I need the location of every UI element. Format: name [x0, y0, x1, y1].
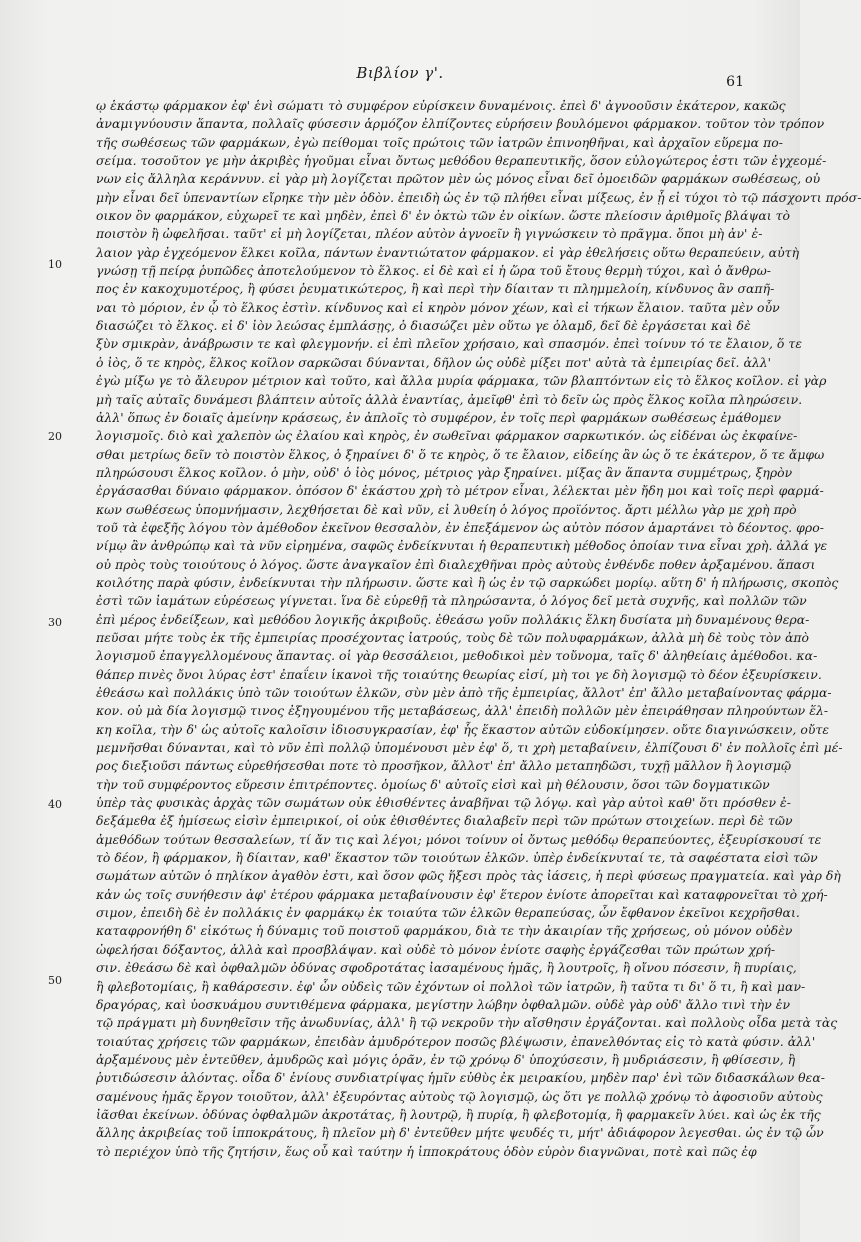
line-number: 30 — [48, 616, 62, 629]
text-line: ἐστὶ τῶν ἰαμάτων εὑρέσεως γίγνεται. ἵνα δὲ εὑρεθῇ τὰ πληρώσαντα, ὁ λόγος δεῖ μετὰ συχνῆς, καὶ πολλῶν τῶν — [96, 593, 807, 609]
text-line: θάπερ πινὲς ὄνοι λύρας ἐστ' ἐπαΐειν ἱκανοὶ τῆς τοιαύτης θεωρίας εἰσί, μὴ τοι γε δὴ λογισμῷ τὸ δέον ἐξευρίσκειν. — [96, 666, 822, 682]
text-line: κον. οὐ μὰ δία λογισμῷ τινος ἐξηγουμένου τῆς μεταβάσεως, ἀλλ' ἐπειδὴ πολλῶν μὲν ἐπειράθησαν πληρούντων ἕλ- — [96, 703, 829, 719]
text-line: οὐ πρὸς τοὺς τοιούτους ὁ λόγος. ὥστε ἀναγκαῖον ἐπὶ διαλεχθῆναι πρὸς αὐτοὺς ἐνθένδε ποθεν ἀρξαμένου. ἅπασι — [96, 556, 816, 572]
text-line: ἢ φλεβοτομίαις, ἢ καθάρσεσιν. ἐφ' ὧν οὐδεὶς τῶν ἐχόντων οἱ πολλοὶ τῶν ἰατρῶν, ἢ ταῦτα τι δι' ὅ τι, ἢ καὶ μαν- — [96, 978, 806, 994]
text-line: ξὺν σμικρὰν, ἀνάβρωσιν τε καὶ φλεγμονήν. εἰ ἐπὶ πλεῖον χρήσαιο, καὶ σπασμόν. ἐπεὶ τοίνυν τό τε ἔλαιον, ὅ τε — [96, 336, 803, 352]
running-head: Βιβλίον γ'. — [356, 64, 444, 82]
text-line: ἐγὼ μίξω γε τὸ ἄλευρον μέτριον καὶ τοῦτο, καὶ ἄλλα μυρία φάρμακα, τῶν βλαπτόντων εἰς τὸ ἕλκος κοῖλον. εἰ γὰρ — [96, 373, 827, 389]
text-line: ῳ ἑκάστῳ φάρμακον ἐφ' ἑνὶ σώματι τὸ συμφέρον εὑρίσκειν δυναμένοις. ἐπεὶ δ' ἀγνοοῦσιν ἑκάτερον, κακῶς — [96, 98, 786, 113]
text-line: νων εἰς ἄλληλα κεράννυν. εἰ γὰρ μὴ λογίζεται πρῶτον μὲν ὡς μόνος εἶναι δεῖ ὁμοειδῶν φαρμάκων σωθέσεως, οὐ — [96, 171, 821, 187]
text-line: τοῦ τὰ ἐφεξῆς λόγου τὸν ἀμέθοδον ἐκεῖνον θεσσαλὸν, ἐν ἐπεξάμενον ὡς αὐτὸν πόσον ἁμαρτάνει τὸ δέοντος. φρο- — [96, 519, 824, 535]
text-line: καταφρονήθη δ' εἰκότως ἡ δύναμις τοῦ ποιστοῦ φαρμάκου, διὰ τε τὴν ἀκαιρίαν τῆς χρήσεως, οὐ μόνον οὐδὲν — [96, 923, 793, 939]
text-line: ὠφελήσαι δόξαντος, ἀλλὰ καὶ προσβλάψαν. καὶ οὐδὲ τὸ μόνον ἐνίοτε σαφὴς ἐργάζεσθαι τῶν πρώτων χρή- — [96, 941, 776, 957]
text-line: σείμα. τοσοῦτον γε μὴν ἀκριβὲς ἡγοῦμαι εἶναι ὄντως μεθόδου θεραπευτικῆς, ὅσον εὐλογώτερος ἐστι τῶν ἐγχεομέ- — [96, 153, 827, 169]
text-line: ποιστὸν ἢ ὠφελῆσαι. ταῦτ' εἰ μὴ λογίζεται, πλέον αὐτὸν ἀγνοεῖν ἢ γιγνώσκειν τὸ πρᾶγμα. ὅποι μὴ ἀν' ἐ- — [96, 226, 763, 242]
line-number: 10 — [48, 258, 62, 271]
text-line: ἀρξαμένους μὲν ἐντεῦθεν, ἀμυδρῶς καὶ μόγις ὁρᾶν, ἐν τῷ χρόνῳ δ' ὑποχύσεσιν, ἢ μυδριάσεσιν, ἢ φθίσεσιν, ἢ — [96, 1051, 796, 1067]
text-line: ἀναμιγνύουσιν ἅπαντα, πολλαῖς φύσεσιν ἁρμόζον ἐλπίζοντες εὑρήσειν βουλόμενοι φάρμακον. τοῦτον τὸν τρόπον — [96, 116, 825, 132]
main-text-block — [96, 97, 861, 1161]
text-line: ἀλλ' ὅπως ἐν δοιαῖς ἀμείνην κράσεως, ἐν ἀπλοῖς τὸ συμφέρον, ἐν τοῖς περὶ φαρμάκων σωθέσεως ἐμάθομεν — [96, 409, 782, 425]
text-line: σθαι μετρίως δεῖν τὸ ποιστὸν ἕλκος, ὁ ξηραίνει δ' ὅ τε κηρὸς, ὅ τε ἔλαιον, εἰδείης ἂν ὡς ὅ τε ἑκάτερον, ὅ τε ἄμφω — [96, 446, 825, 462]
text-line: ἀμεθόδων τούτων θεσσαλείων, τί ἄν τις καὶ λέγοι; μόνοι τοίνυν οἱ ὄντως μεθόδῳ θεραπεύοντες, ἐξευρίσκουσί τε — [96, 831, 822, 847]
text-line: ὁ ἰὸς, ὅ τε κηρὸς, ἕλκος κοῖλον σαρκῶσαι δύνανται, δῆλον ὡς οὐδὲ μίξει ποτ' αὐτὰ τὰ ἐμπειρίας δεῖ. ἀλλ' — [96, 354, 772, 370]
line-number: 40 — [48, 798, 62, 811]
text-line: ῥυτιδώσεσιν ἁλόντας. οἶδα δ' ἐνίους συνδιατρίψας ἡμῖν εὐθὺς ἐκ μειρακίου, μηδὲν παρ' ἑνὶ τῶν διδασκάλων θεα- — [96, 1070, 826, 1086]
text-line: σωμάτων αὐτῶν ὁ πηλίκον ἀγαθὸν ἐστι, καὶ ὅσον φῶς ἥξεσι πρὸς τὰς ἰάσεις, ἡ περὶ φύσεως πραγματεία. καὶ γὰρ δὴ — [96, 868, 841, 884]
text-line: κἀν ὡς τοῖς συνήθεσιν ἀφ' ἑτέρου φάρμακα μεταβαίνουσιν ἐφ' ἕτερον ἐνίοτε ἀπορεῖται καὶ καταφρονεῖται τὸ χρή- — [96, 886, 828, 902]
text-line: λαιον γὰρ ἐγχεόμενον ἕλκει κοῖλα, πάντων ἐναντιώτατον φάρμακον. εἰ γὰρ ἐθελήσεις οὕτω θεραπεύειν, αὐτὴ — [96, 244, 800, 260]
text-line: λογισμοῖς. διὸ καὶ χαλεπὸν ὡς ἐλαίου καὶ κηρὸς, ἐν σωθεῖναι φάρμακον σαρκωτικόν. ὡς εἰδέναι ὡς ἐκφαίνε- — [96, 428, 798, 444]
text-line: ὑπὲρ τὰς φυσικὰς ἀρχὰς τῶν σωμάτων οὐκ ἐθισθέντες ἀναβῆναι τῷ λόγῳ. καὶ γὰρ αὐτοὶ καθ' ὅτι πρόσθεν ἐ- — [96, 795, 791, 811]
text-line: μὴ ταῖς αὐταῖς δυνάμεσι βλάπτειν αὐτοῖς ἀλλὰ ἐναντίας, ἀμεῖφθ' ἐπὶ τὸ δεῖν ὡς πρὸς ἕλκος κοῖλα πληρώσειν. — [96, 391, 803, 407]
text-line: μεμνῆσθαι δύνανται, καὶ τὸ νῦν ἐπὶ πολλῷ ὑπομένουσι μὲν ἐφ' ὅ, τι χρὴ μεταβαίνειν, ἐλπίζουσι δ' ἐν πολλοῖς ἐπὶ μέ- — [96, 740, 843, 756]
text-line: πεῦσαι μήτε τοὺς ἐκ τῆς ἐμπειρίας προσέχοντας ἰατρούς, τοὺς δὲ τῶν πολυφαρμάκων, ἀλλὰ μὴ δὲ τοὺς τὸν ἀπὸ — [96, 629, 810, 645]
text-line: ἐθεάσω καὶ πολλάκις ὑπὸ τῶν τοιούτων ἑλκῶν, σὺν μὲν ἀπὸ τῆς ἐμπειρίας, ἄλλοτ' ἐπ' ἄλλο μεταβαίνοντας φάρμα- — [96, 685, 832, 700]
text-line: κων σωθέσεως ὑπομνήμασιν, λεχθήσεται δὲ καὶ νῦν, εἰ λυθείη ὁ λόγος προϊόντος. ἄρτι μέλλω γὰρ με χρὴ πρὸ — [96, 501, 797, 517]
text-line: κη κοῖλα, τὴν δ' ὡς αὐτοῖς καλοῖσιν ἰδιοσυγκρασίαν, ἐφ' ἧς ἕκαστον αὐτῶν εὐδοκίμησεν. οὔτε διαγινώσκειν, οὔτε — [96, 721, 830, 737]
text-line: τῆς σωθέσεως τῶν φαρμάκων, ἐγὼ πείθομαι τοῖς πρώτοις τῶν ἰατρῶν ἐπινοηθῆναι, καὶ ἀρχαῖον εὕρεμα πο- — [96, 134, 784, 150]
text-line: σαμένους ἡμᾶς ἔργον τοιοῦτον, ἀλλ' ἐξευρόντας αὐτοὺς τῷ λογισμῷ, ὡς ὅτι γε πολλῷ χρόνῳ τὸ ἀφοσιοῦν αὐτοὺς — [96, 1088, 823, 1104]
text-line: νίμῳ ἂν ἀνθρώπῳ καὶ τὰ νῦν εἰρημένα, σαφῶς ἐνδείκνυται ἡ θεραπευτικὴ μέθοδος ὁποίαν τινα εἶναι χρὴ. ἀλλά γε — [96, 538, 828, 554]
line-number: 20 — [48, 430, 62, 443]
text-line: δεξάμεθα ἐξ ἡμίσεως εἰσὶν ἐμπειρικοί, οἱ οὐκ ἐθισθέντες διαλαβεῖν περὶ τῶν πρώτων στοιχείων. περὶ δὲ τῶν — [96, 813, 793, 829]
page-number: 61 — [726, 74, 744, 90]
text-line: διασώζει τὸ ἕλκος. εἰ δ' ἰὸν λεώσας ἐμπλάσῃς, ὁ διασώζει μὲν οὕτω γε ὁλαμδ, δεῖ δὲ ἐργάσεται καὶ δὲ — [96, 318, 751, 334]
text-line: λογισμοῦ ἐπαγγελλομένους ἅπαντας. οἱ γὰρ θεσσάλειοι, μεθοδικοὶ μὲν τοὔνομα, ταῖς δ' ἀληθείαις ἀμέθοδοι. κα- — [96, 648, 818, 664]
text-line: ναι τὸ μόριον, ἐν ᾧ τὸ ἕλκος ἐστὶν. κίνδυνος καὶ εἰ κηρὸν μόνον χέων, καὶ εἰ τήκων ἔλαιον. ταῦτα μὲν οὖν — [96, 299, 780, 315]
text-line: τὸ δέον, ἢ φάρμακον, ἢ δίαιταν, καθ' ἕκαστον τῶν τοιούτων ἑλκῶν. ὑπὲρ ἐνδείκνυταί τε, τὰ σαφέστατα εἰσὶ τῶν — [96, 850, 818, 866]
text-line: γνώσῃ τῇ πείρᾳ ῥυπῶδες ἀποτελούμενον τὸ ἕλκος. εἰ δὲ καὶ εἰ ἡ ὥρα τοῦ ἔτους θερμὴ τύχοι, καὶ ὁ ἄνθρω- — [96, 263, 772, 279]
text-line: κοιλότης παρὰ φύσιν, ἐνδείκνυται τὴν πλήρωσιν. ὥστε καὶ ἢ ὡς ἐν τῷ σαρκώδει μορίῳ. αὕτη δ' ἡ πλήρωσις, σκοπὸς — [96, 574, 839, 590]
text-line: τὸ περιέχον ὑπὸ τῆς ζητήσιν, ἕως οὗ καὶ ταύτην ἡ ἱπποκράτους ὁδὸν εὑρὸν διαγνῶναι, ποτὲ καὶ πῶς ἐφ — [96, 1143, 757, 1159]
text-line: μὴν εἶναι δεῖ ὑπεναντίων εἴρηκε τὴν μὲν ὁδὸν. ἐπειδὴ ὡς ἐν τῷ πλήθει εἶναι μίξεως, ἐν ᾗ εἰ τύχοι τὸ τῷ πάσχοντι πρόσ- — [96, 189, 861, 205]
text-line: τὴν τοῦ συμφέροντος εὕρεσιν ἐπιτρέποντες. ὁμοίως δ' αὐτοῖς εἰσὶ καὶ μὴ θέλουσιν, ὅσοι τῶν δογματικῶν — [96, 776, 770, 792]
text-line: ἄλλης ἀκριβείας τοῦ ἱπποκράτους, ἢ πλεῖον μὴ δ' ἐντεῦθεν μήτε ψευδές τι, μήτ' ἀδιάφορον λεγεσθαι. ὡς ἐν τῷ ὧν — [96, 1125, 824, 1141]
text-line: δραγόρας, καὶ ὑοσκυάμου συντιθέμενα φάρμακα, μεγίστην λώβην ὀφθαλμῶν. οὐδὲ γὰρ οὐδ' ἄλλο τινὶ τὴν ἐν — [96, 996, 791, 1012]
text-line: σιμον, ἐπειδὴ δὲ ἐν πολλάκις ἐν φαρμάκῳ ἐκ τοιαύτα τῶν ἑλκῶν θεραπεύσας, ὧν ἔφθανον ἐκεῖνοι κεχρῆσθαι. — [96, 905, 800, 921]
text-line: τοιαύτας χρήσεις τῶν φαρμάκων, ἐπειδὰν ἀμυδρότερον ποσῶς βλέψωσιν, ἐπανελθόντας εἰς τὸ κατὰ φύσιν. ἀλλ' — [96, 1033, 816, 1049]
line-number: 50 — [48, 974, 62, 987]
text-line: ρος διεξιοῦσι πάντως εὑρεθήσεσθαι ποτε τὸ προσῆκον, ἄλλοτ' ἐπ' ἄλλο μεταπηδῶσι, τυχῇ μᾶλλον ἢ λογισμῷ — [96, 758, 792, 774]
text-line: οικον ὂν φαρμάκον, εὐχωρεῖ τε καὶ μηδὲν, ἐπεὶ δ' ἐν ὀκτὼ τῶν ἐν οἰκίων. ὥστε πλείοσιν ἀριθμοῖς βλάψαι τὸ — [96, 208, 791, 224]
text-line: τῷ πράγματι μὴ δυνηθεῖσιν τῆς ἀνωδυνίας, ἀλλ' ἢ τῷ νεκροῦν τὴν αἴσθησιν ἐργάζονται. καὶ πολλοὺς οἶδα μετὰ τὰς — [96, 1015, 838, 1031]
text-line: πος ἐν κακοχυμοτέρος, ἢ φύσει ῥευματικώτερος, ἢ καὶ περὶ τὴν δίαιταν τι πλημμελοίη, κίνδυνος ἂν σαπῆ- — [96, 281, 775, 297]
text-line: ἰᾶσθαι ἐκείνων. ὀδύνας ὀφθαλμῶν ἀκροτάτας, ἢ λουτρῷ, ἢ πυρίᾳ, ἢ φλεβοτομίᾳ, ἢ φαρμακεῖν λύει. καὶ ὡς ἐκ τῆς — [96, 1106, 821, 1122]
text-line: ἐργάσασθαι δύναιο φάρμακον. ὁπόσον δ' ἑκάστου χρὴ τὸ μέτρον εἶναι, λέλεκται μὲν ἤδη μοι καὶ τοῖς περὶ φαρμά- — [96, 483, 824, 499]
text-line: πληρώσουσι ἕλκος κοῖλον. ὁ μὴν, οὐδ' ὁ ἰὸς μόνος, μέτριος γὰρ ξηραίνει. μίξας ἂν ἅπαντα συμμέτρως, ξηρὸν — [96, 464, 793, 480]
text-line: σιν. ἐθεάσω δὲ καὶ ὀφθαλμῶν ὀδύνας σφοδροτάτας ἰασαμένους ἡμᾶς, ἢ λουτροῖς, ἢ οἴνου πόσεσιν, ἢ πυρίαις, — [96, 960, 797, 976]
text-line: ἐπὶ μέρος ἐνδείξεων, καὶ μεθόδου λογικῆς ἀκριβοῦς. ἐθεάσω γοῦν πολλάκις ἕλκη δυσίατα μὴ δυναμένους θερα- — [96, 611, 810, 627]
